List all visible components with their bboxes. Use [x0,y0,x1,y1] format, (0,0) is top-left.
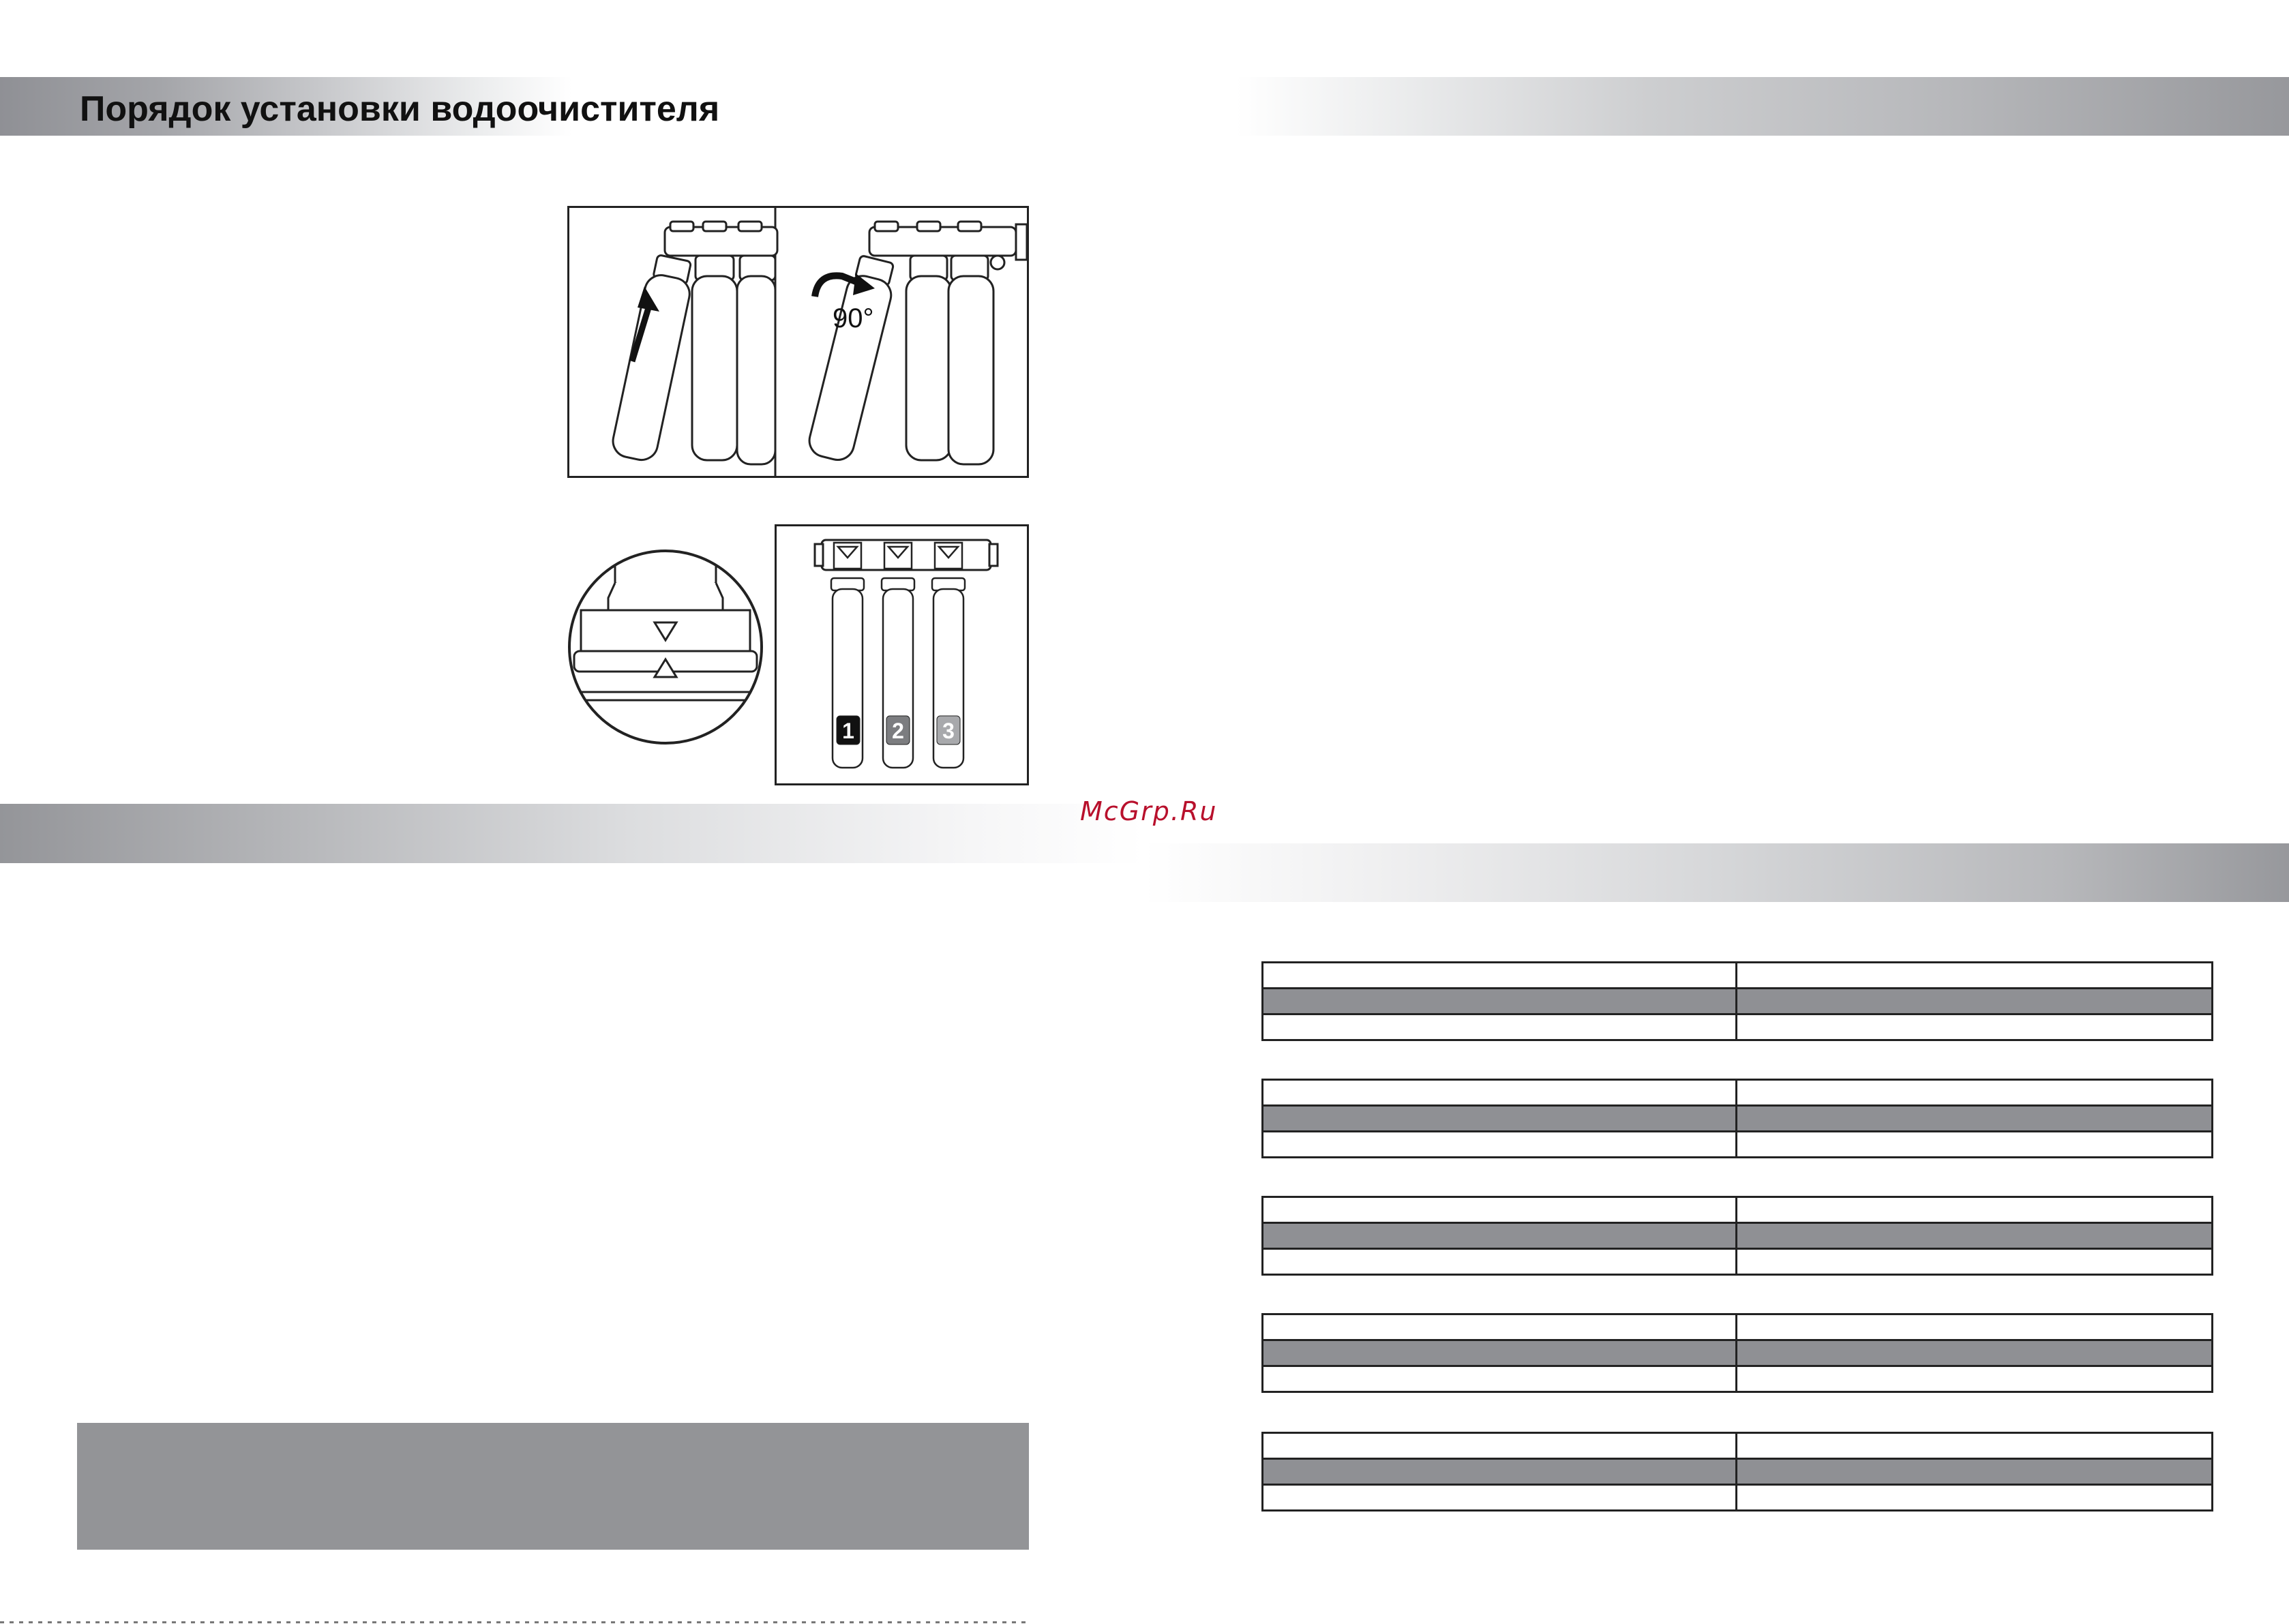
spec-table-4 [1261,1313,2213,1393]
cartridge-badge-1 [837,716,860,745]
table-cell [1737,963,2213,989]
table-cell [1737,1223,2213,1249]
cartridge-order-figure [775,524,1029,785]
cartridge-order-illustration [777,526,1027,783]
table-cell [1737,989,2213,1014]
cartridge-badge-2 [886,716,910,745]
install-illustration [569,208,1027,476]
table-cell [1263,1340,1737,1366]
table-cell [1737,1485,2213,1511]
table-cell [1263,1132,1737,1158]
table-cell [1737,1106,2213,1132]
table-cell [1737,1314,2213,1340]
spec-table-5 [1261,1432,2213,1512]
table-cell [1737,1014,2213,1040]
table-cell [1263,1080,1737,1106]
cartridge-installed-b [737,276,775,464]
table-cell [1263,1106,1737,1132]
table-cell [1737,1459,2213,1485]
cartridge-installed-a [692,276,737,460]
cartridge-installed-c [906,276,951,460]
step-rotate [806,222,1027,464]
table-cell [1737,1080,2213,1106]
page-title: Порядок установки водоочистителя [80,89,720,129]
table-cell [1737,1340,2213,1366]
cartridge-number-3: 3 [942,719,955,743]
cartridge-number-2: 2 [892,719,904,743]
table-cell [1263,1249,1737,1275]
table-cell [1737,1366,2213,1392]
table-cell [1737,1249,2213,1275]
table-cell [1737,1132,2213,1158]
watermark: McGrp.Ru [1080,796,1218,826]
cartridge-badge-3 [937,716,960,745]
table-cell [1263,1223,1737,1249]
alignment-detail-figure [567,549,764,745]
spec-table-2 [1261,1079,2213,1158]
table-cell [1263,1014,1737,1040]
spec-table-1 [1261,961,2213,1041]
rotation-label: 90° [833,303,874,333]
table-cell [1263,1433,1737,1459]
table-cell [1263,1459,1737,1485]
section-band-left [0,804,1144,863]
cartridge-installed-d [948,276,993,464]
table-cell [1263,1197,1737,1223]
table-cell [1263,1314,1737,1340]
bottom-rule [0,1621,1029,1623]
note-box [77,1423,1029,1550]
table-cell [1263,963,1737,989]
cartridge-inserting [610,254,697,463]
spec-table-3 [1261,1196,2213,1276]
table-cell [1263,989,1737,1014]
table-cell [1737,1197,2213,1223]
table-cell [1263,1366,1737,1392]
cartridge-number-1: 1 [842,719,854,743]
table-cell [1263,1485,1737,1511]
install-figure [567,206,1029,478]
table-cell [1737,1433,2213,1459]
section-band-right [1144,843,2289,902]
